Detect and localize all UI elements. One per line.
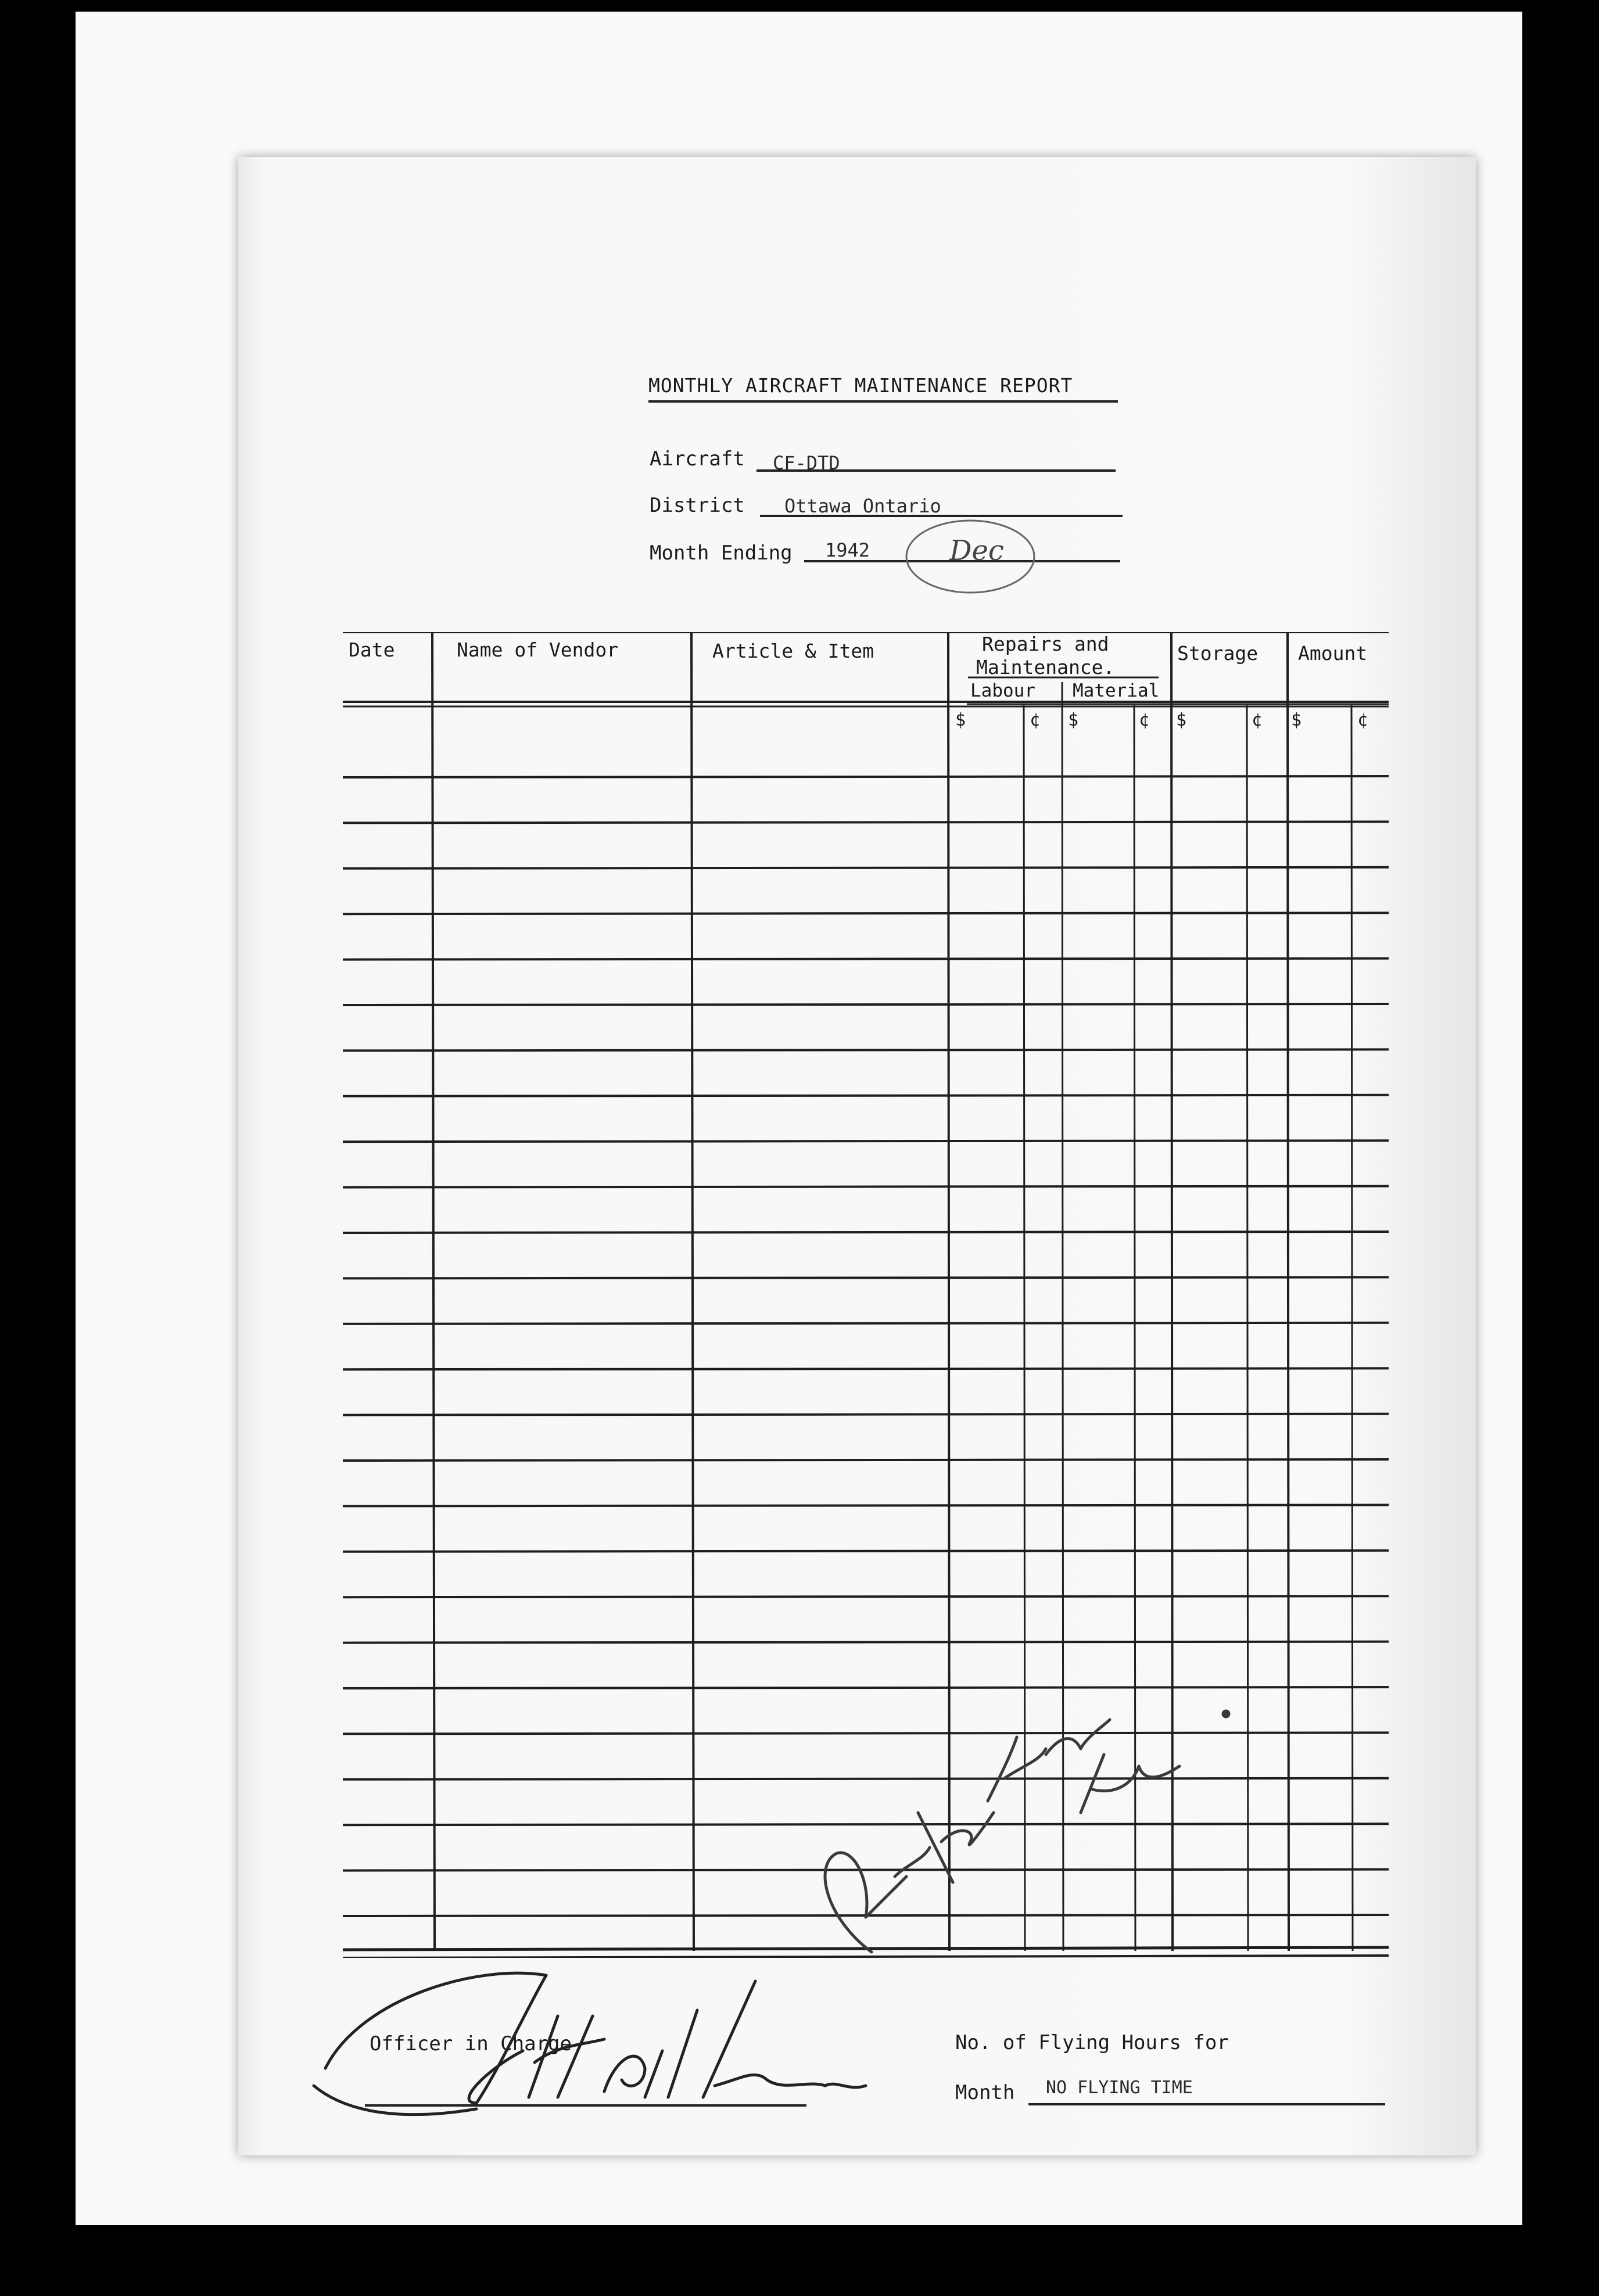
flying-hours-label: No. of Flying Hours for	[955, 2031, 1229, 2054]
table-row-line	[343, 1824, 1389, 1825]
table-row-line	[343, 1870, 1389, 1871]
table-row-line	[343, 776, 1389, 777]
month-ending-value: 1942	[825, 539, 870, 561]
table-row-line	[343, 867, 1389, 869]
table-grid	[343, 632, 1389, 1958]
labour-cent-symbol: ¢	[1030, 710, 1041, 730]
header-repairs-line1: Repairs and	[982, 633, 1109, 655]
table-row-line	[343, 1186, 1389, 1188]
table-row-line	[343, 1414, 1389, 1415]
header-labour: Labour	[970, 680, 1035, 701]
aircraft-label: Aircraft	[650, 447, 745, 471]
header-repairs-line2: Maintenance.	[976, 656, 1115, 679]
flying-month-label: Month	[955, 2081, 1015, 2104]
district-label: District	[650, 494, 745, 517]
table-row-line	[343, 1596, 1389, 1597]
storage-dollar-symbol: $	[1176, 710, 1187, 730]
table-row-line	[343, 1687, 1389, 1688]
table-row-line	[343, 1732, 1389, 1734]
header-article: Article & Item	[712, 640, 874, 662]
flying-month-line	[1028, 2103, 1385, 2105]
table-row-line	[343, 1459, 1389, 1461]
table-row-line	[343, 1140, 1389, 1142]
labour-dollar-symbol: $	[955, 710, 966, 730]
table-row-line	[343, 1368, 1389, 1369]
table-row-line	[343, 1232, 1389, 1233]
table-row-line	[343, 1095, 1389, 1096]
table-row-line	[343, 913, 1389, 914]
table-row-line	[343, 1323, 1389, 1324]
report-title: MONTHLY AIRCRAFT MAINTENANCE REPORT	[648, 374, 1118, 403]
table-row-line	[343, 1277, 1389, 1278]
header-storage: Storage	[1177, 642, 1259, 665]
table-row-line	[343, 1915, 1389, 1916]
month-handwritten-note: Dec	[949, 534, 1004, 567]
aircraft-value: CF-DTD	[773, 452, 840, 474]
header-material: Material	[1073, 680, 1160, 701]
header-date: Date	[349, 638, 395, 661]
header-amount: Amount	[1298, 642, 1368, 665]
officer-signature-line	[365, 2104, 806, 2107]
table-row-line	[343, 821, 1389, 823]
material-cent-symbol: ¢	[1139, 710, 1150, 730]
table-row-line	[343, 1505, 1389, 1506]
amount-dollar-symbol: $	[1291, 710, 1302, 730]
table-row-line	[343, 1642, 1389, 1643]
table-row-line	[343, 1049, 1389, 1050]
district-value: Ottawa Ontario	[784, 495, 941, 517]
storage-cent-symbol: ¢	[1252, 710, 1263, 730]
amount-cent-symbol: ¢	[1357, 710, 1368, 730]
table-row-line	[343, 1551, 1389, 1552]
officer-in-charge-label: Officer in Charge	[370, 2032, 572, 2055]
table-row-line	[343, 1778, 1389, 1780]
table-row-line	[343, 1004, 1389, 1005]
flying-month-value: NO FLYING TIME	[1046, 2078, 1193, 2098]
month-ending-label: Month Ending	[650, 541, 793, 565]
maintenance-table	[343, 632, 1389, 1958]
header-vendor: Name of Vendor	[457, 638, 619, 661]
material-dollar-symbol: $	[1068, 710, 1079, 730]
table-row-line	[343, 959, 1389, 960]
